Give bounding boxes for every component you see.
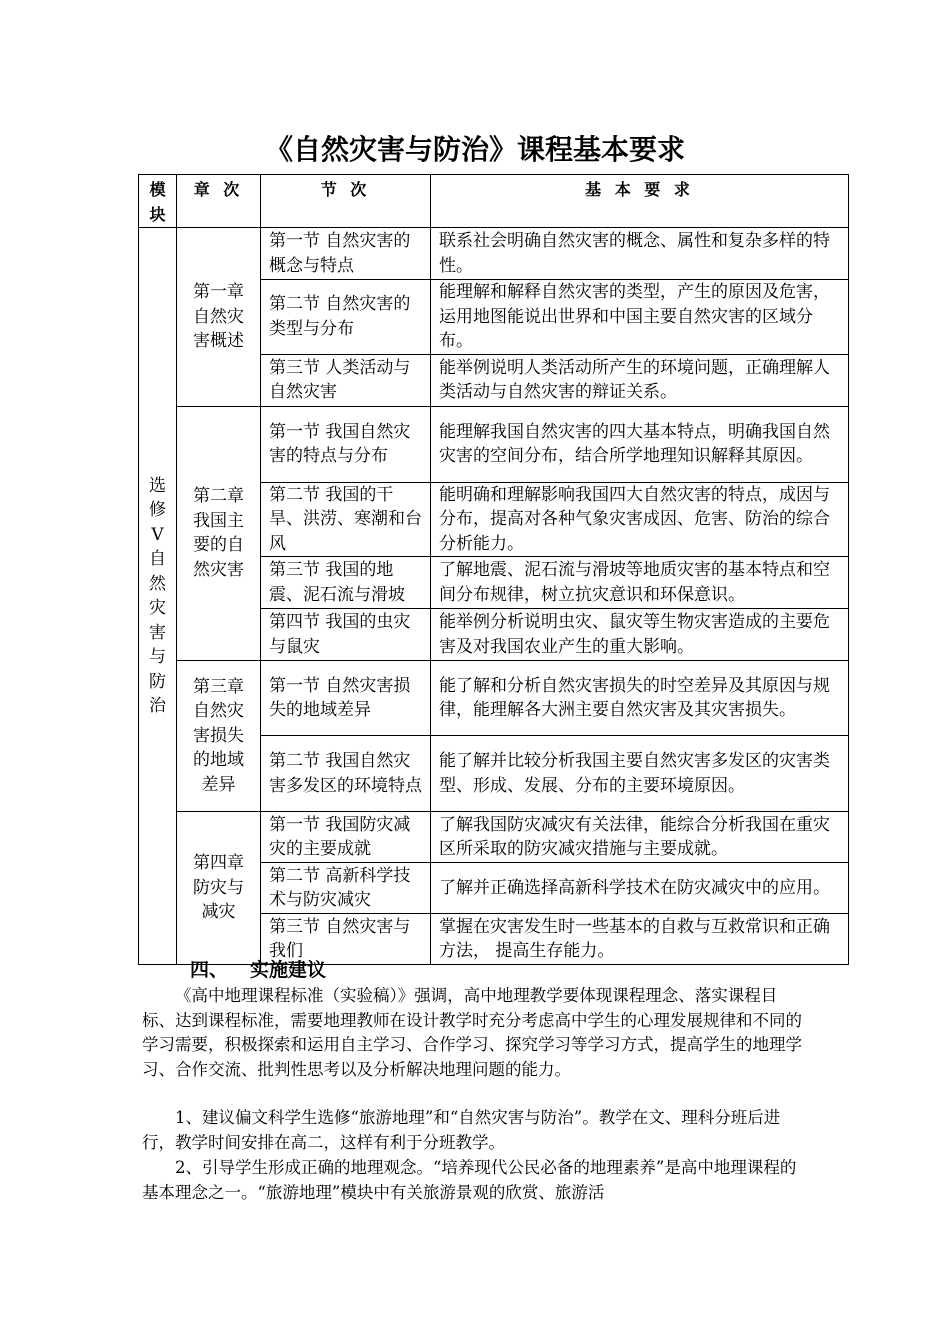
requirement-cell: 能理解和解释自然灾害的类型，产生的原因及危害，运用地图能说出世界和中国主要自然灾害的区域分布。 [431,280,849,355]
chapter-cell: 第二章我国主要的自然灾害 [177,406,261,661]
requirement-cell: 能明确和理解影响我国四大自然灾害的特点，成因与分布，提高对各种气象灾害成因、危害、防治的综合分析能力。 [431,482,849,557]
section-cell: 第二节 我国自然灾害多发区的环境特点 [261,736,431,812]
chapter-cell: 第四章防灾与减灾 [177,812,261,965]
requirement-cell: 能了解和分析自然灾害损失的时空差异及其原因与规律，能理解各大洲主要自然灾害及其灾害损失。 [431,661,849,736]
table-row [139,661,849,736]
section-cell: 第四节 我国的虫灾与鼠灾 [261,609,431,661]
table-row [139,406,849,482]
section-cell: 第二节 高新科学技术与防灾减灾 [261,863,431,914]
requirement-cell: 了解我国防灾减灾有关法律，能综合分析我国在重灾区所采取的防灾减灾措施与主要成就。 [431,812,849,863]
paragraph: 1、建议偏文科学生选修“旅游地理”和“自然灾害与防治”。教学在文、理科分班后进行，教学时间安排在高二，这样有利于分班教学。 [142,1108,781,1152]
header-section: 节 次 [261,175,431,228]
section-number: 四、 [190,959,229,981]
paragraph: 《高中地理课程标准（实验稿）》强调，高中地理教学要体现课程理念、落实课程目标、达到课程标准，需要地理教师在设计教学时充分考虑高中学生的心理发展规律和不同的学习需要，积极探索和运用自主学习、合作学习、探究学习等学习方式，提高学生的地理学习、合作交流、批判性思考以及分析解决地理问题的能力。 [142,986,802,1079]
requirements-table [138,174,849,965]
section-cell: 第一节 自然灾害的概念与特点 [261,228,431,280]
module-cell: 选修V自然灾害与防治 [139,228,177,965]
section-cell: 第三节 人类活动与自然灾害 [261,354,431,406]
chapter-cell: 第一章自然灾害概述 [177,228,261,407]
section-cell: 第一节 我国自然灾害的特点与分布 [261,406,431,482]
header-chapter: 章 次 [177,175,261,228]
requirement-cell: 能理解我国自然灾害的四大基本特点，明确我国自然灾害的空间分布，结合所学地理知识解释其原因。 [431,406,849,482]
paragraph: 2、引导学生形成正确的地理观念。“培养现代公民必备的地理素养”是高中地理课程的基本理念之一。“旅游地理”模块中有关旅游景观的欣赏、旅游活 [142,1158,797,1202]
header-requirement: 基 本 要 求 [431,175,849,228]
requirement-cell: 能了解并比较分析我国主要自然灾害多发区的灾害类型、形成、发展、分布的主要环境原因。 [431,736,849,812]
table-header-row [139,175,849,228]
section-cell: 第二节 自然灾害的类型与分布 [261,280,431,355]
requirement-cell: 了解并正确选择高新科学技术在防灾减灾中的应用。 [431,863,849,914]
section-cell: 第三节 自然灾害与我们 [261,914,431,965]
table-row [139,228,849,280]
header-module: 模块 [139,175,177,228]
chapter-cell: 第三章自然灾害损失的地域差异 [177,661,261,812]
requirement-cell: 掌握在灾害发生时一些基本的自救与互救常识和正确方法， 提高生存能力。 [431,914,849,965]
table-row [139,812,849,863]
section-cell: 第一节 我国防灾减灾的主要成就 [261,812,431,863]
section-cell: 第一节 自然灾害损失的地域差异 [261,661,431,736]
page-title: 《自然灾害与防治》课程基本要求 [264,133,685,166]
section-cell: 第三节 我国的地震、泥石流与滑坡 [261,557,431,609]
requirement-cell: 了解地震、泥石流与滑坡等地质灾害的基本特点和空间分布规律，树立抗灾意识和环保意识。 [431,557,849,609]
requirement-cell: 能举例分析说明虫灾、鼠灾等生物灾害造成的主要危害及对我国农业产生的重大影响。 [431,609,849,661]
requirement-cell: 联系社会明确自然灾害的概念、属性和复杂多样的特性。 [431,228,849,280]
section-cell: 第二节 我国的干旱、洪涝、寒潮和台风 [261,482,431,557]
section-heading-text: 实施建议 [250,959,327,981]
section-heading [190,958,326,982]
requirement-cell: 能举例说明人类活动所产生的环境问题，正确理解人类活动与自然灾害的辩证关系。 [431,354,849,406]
